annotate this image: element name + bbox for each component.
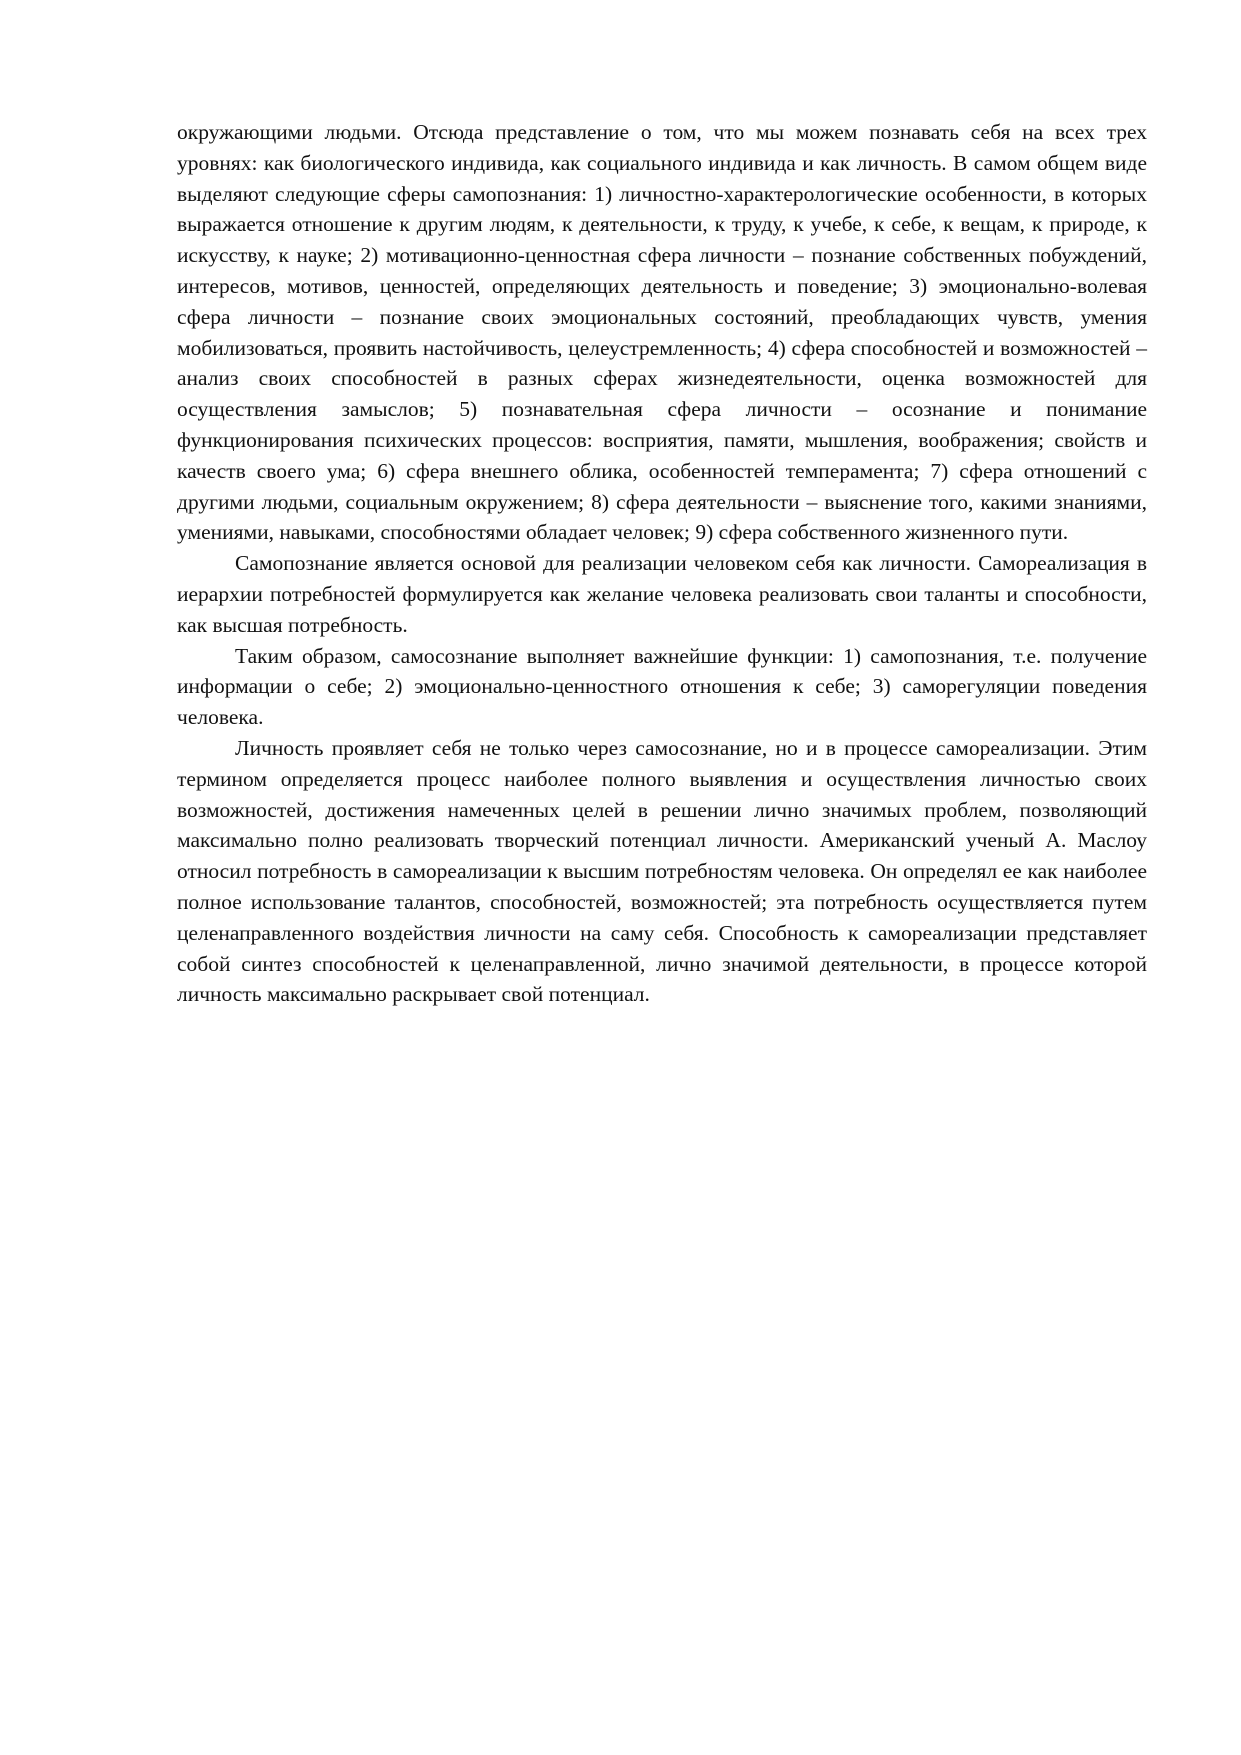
paragraph-continuation: окружающими людьми. Отсюда представление о том, что мы можем познавать себя на всех трех уровнях: как биологического индивида, как социального индивида и как личность. В самом общем виде выделяют следующие сферы самопознания: 1) личностно-характерологические особенности, в которых выражается отношение к другим людям, к деятельности, к труду, к учебе, к себе, к вещам, к природе, к искусству, к науке; 2) мотивационно-ценностная сфера личности – познание собственных побуждений, интересов, мотивов, ценностей, определяющих деятельность и поведение; 3) эмоционально-волевая сфера личности – познание своих эмоциональных состояний, преобладающих чувств, умения мобилизоваться, проявить настойчивость, целеустремленность; 4) сфера способностей и возможностей – анализ своих способностей в разных сферах жизнедеятельности, оценка возможностей для осуществления замыслов; 5) познавательная сфера личности – осознание и понимание функционирования психических процессов: восприятия, памяти, мышления, воображения; свойств и качеств своего ума; 6) сфера внешнего облика, особенностей темперамента; 7) сфера отношений с другими людьми, социальным окружением; 8) сфера деятельности – выяснение того, какими знаниями, умениями, навыками, способностями обладает человек; 9) сфера собственного жизненного пути. — [177, 120, 1147, 545]
paragraph-self-realization: Личность проявляет себя не только через самосознание, но и в процессе самореализации. Этим термином определяется процесс наиболее полного выявления и осуществления личностью своих возможностей, достижения намеченных целей в решении лично значимых проблем, позволяющий максимально полно реализовать творческий потенциал личности. Американский ученый А. Маслоу относил потребность в самореализации к высшим потребностям человека. Он определял ее как наиболее полное использование талантов, способностей, возможностей; эта потребность осуществляется путем целенаправленного воздействия личности на саму себя. Способность к самореализации представляет собой синтез способностей к целенаправленной, лично значимой деятельности, в процессе которой личность максимально раскрывает свой потенциал. — [177, 735, 1147, 1007]
document-body — [177, 117, 1147, 1010]
paragraph-functions: Таким образом, самосознание выполняет важнейшие функции: 1) самопознания, т.е. получение информации о себе; 2) эмоционально-ценностного отношения к себе; 3) саморегуляции поведения человека. — [177, 643, 1147, 730]
paragraph-self-knowledge: Самопознание является основой для реализации человеком себя как личности. Самореализация в иерархии потребностей формулируется как желание человека реализовать свои таланты и способности, как высшая потребность. — [177, 551, 1147, 637]
